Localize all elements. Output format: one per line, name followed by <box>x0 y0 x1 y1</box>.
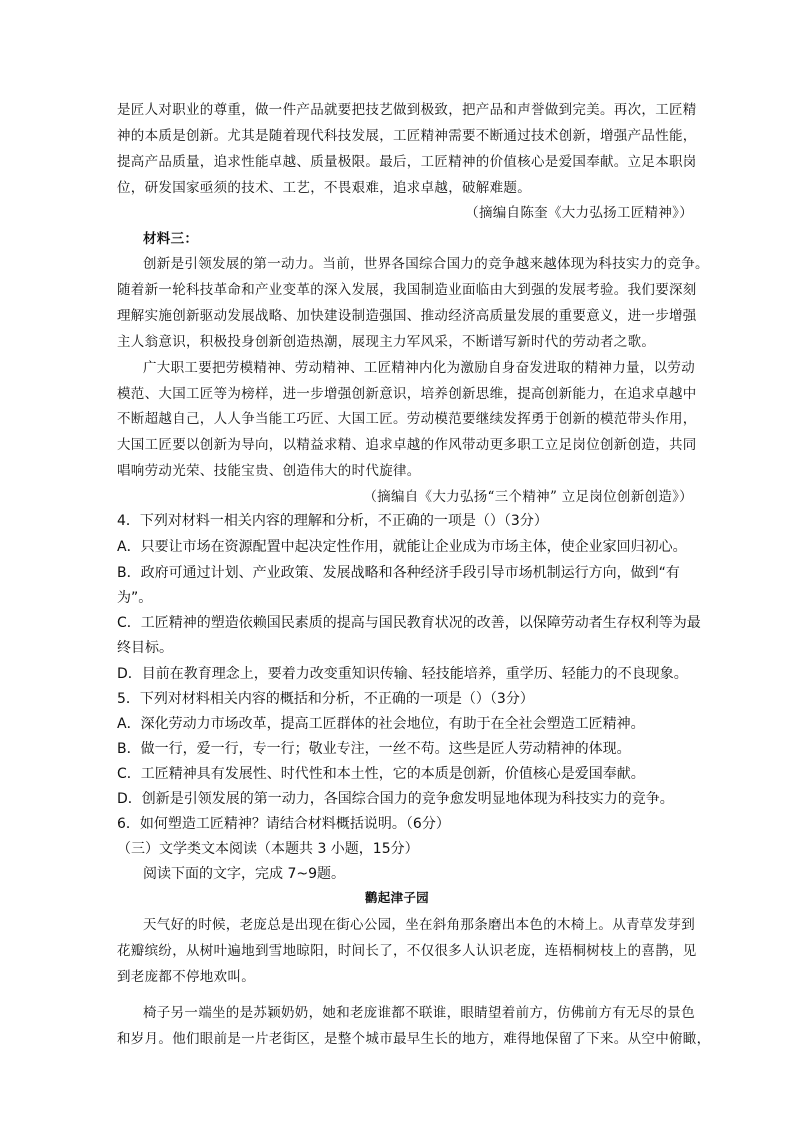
section3-heading: （三）文学类文本阅读（本题共 3 小题，15分） <box>117 841 419 857</box>
q5-stem: 5．下列对材料相关内容的概括和分析，不正确的一项是（）（3分） <box>117 691 534 707</box>
material3-source: （摘编自《大力弘扬“三个精神” 立足岗位创新创造》） <box>363 489 693 505</box>
q4-option-d: D．目前在教育理念上，要着力改变重知识传输、轻技能培养，重学历、轻能力的不良现象。 <box>117 666 688 682</box>
story-p2-line-2: 和岁月。他们眼前是一片老街区，是整个城市最早生长的地方，难得地保留了下来。从空中俯瞰， <box>117 1031 711 1047</box>
story-p1-line-3: 到老庞都不停地欢叫。 <box>117 969 255 985</box>
material3-p1-line-4: 主人翁意识，积极投身创新创造热潮，展现主力军风采，不断谱写新时代的劳动者之歌。 <box>117 334 656 350</box>
story-p1-line-2: 花瓣缤纷，从树叶遍地到雪地晾阳，时间长了，不仅很多人认识老庞，连梧桐树枝上的喜鹊，见 <box>117 943 697 959</box>
material3-p2-line-1: 广大职工要把劳模精神、劳动精神、工匠精神内化为激励自身奋发进取的精神力量，以劳动 <box>143 360 695 376</box>
q5-option-a: A．深化劳动力市场改革，提高工匠群体的社会地位，有助于在全社会塑造工匠精神。 <box>117 716 645 732</box>
q5-option-c: C．工匠精神具有发展性、时代性和本土性，它的本质是创新，价值核心是爱国奉献。 <box>117 766 645 782</box>
q6-stem: 6．如何塑造工匠精神？请结合材料概括说明。（6分） <box>117 816 450 832</box>
q4-option-c-line-1: C．工匠精神的塑造依赖国民素质的提高与国民教育状况的改善，以保障劳动者生存权利等为最 <box>117 615 701 631</box>
story-title: 鹳起津子园 <box>364 890 429 905</box>
section3-instruction: 阅读下面的文字，完成 7~9题。 <box>143 866 345 882</box>
q5-option-d: D．创新是引领发展的第一动力，各国综合国力的竞争愈发明显地体现为科技实力的竞争。 <box>117 791 674 807</box>
material2-line-2: 神的本质是创新。尤其是随着现代科技发展，工匠精神需要不断通过技术创新，增强产品性能， <box>117 128 697 144</box>
q4-option-b-line-1: B．政府可通过计划、产业政策、发展战略和各种经济手段引导市场机制运行方向，做到“有 <box>117 565 680 581</box>
q4-stem: 4．下列对材料一相关内容的理解和分析，不正确的一项是（）（3分） <box>117 513 548 529</box>
material3-heading: 材料三： <box>143 231 199 247</box>
q5-option-b: B．做一行，爱一行，专一行；敬业专注，一丝不苟。这些是匠人劳动精神的体现。 <box>117 741 631 757</box>
material2-line-4: 位，研发国家亟须的技术、工艺，不畏艰难，追求卓越，破解难题。 <box>117 180 531 196</box>
material3-p2-line-5: 唱响劳动光荣、技能宝贵、创造伟大的时代旋律。 <box>117 463 421 479</box>
material3-p1-line-3: 理解实施创新驱动发展战略、加快建设制造强国、推动经济高质量发展的重要意义，进一步增强 <box>117 308 697 324</box>
material3-p2-line-3: 不断超越自己，人人争当能工巧匠、大国工匠。劳动模范要继续发挥勇于创新的模范带头作用， <box>117 411 697 427</box>
q4-option-a: A．只要让市场在资源配置中起决定性作用，就能让企业成为市场主体，使企业家回归初心。 <box>117 539 687 555</box>
material3-p1-line-2: 随着新一轮科技革命和产业变革的深入发展，我国制造业面临由大到强的发展考验。我们要深刻 <box>117 282 697 298</box>
story-p1-line-1: 天气好的时候，老庞总是出现在街心公园，坐在斜角那条磨出本色的木椅上。从青草发芽到 <box>143 917 695 933</box>
material2-source: （摘编自陈奎《大力弘扬工匠精神》） <box>465 205 693 221</box>
q4-option-c-line-2: 终目标。 <box>117 640 173 656</box>
material2-line-1: 是匠人对职业的尊重，做一件产品就要把技艺做到极致，把产品和声誉做到完美。再次，工匠精 <box>117 102 697 118</box>
q4-option-b-line-2: 为”。 <box>117 590 153 606</box>
story-p2-line-1: 椅子另一端坐的是苏颖奶奶，她和老庞谁都不联谁，眼睛望着前方，仿佛前方有无尽的景色 <box>143 1005 695 1021</box>
material3-p2-line-2: 模范、大国工匠等为榜样，进一步增强创新意识，培养创新思维，提高创新能力，在追求卓越中 <box>117 386 697 402</box>
material3-p2-line-4: 大国工匠要以创新为导向，以精益求精、追求卓越的作风带动更多职工立足岗位创新创造，共同 <box>117 437 697 453</box>
material2-line-3: 提高产品质量，追求性能卓越、质量极限。最后，工匠精神的价值核心是爱国奉献。立足本职岗 <box>117 154 697 170</box>
material3-p1-line-1: 创新是引领发展的第一动力。当前，世界各国综合国力的竞争越来越体现为科技实力的竞争。 <box>143 256 709 272</box>
